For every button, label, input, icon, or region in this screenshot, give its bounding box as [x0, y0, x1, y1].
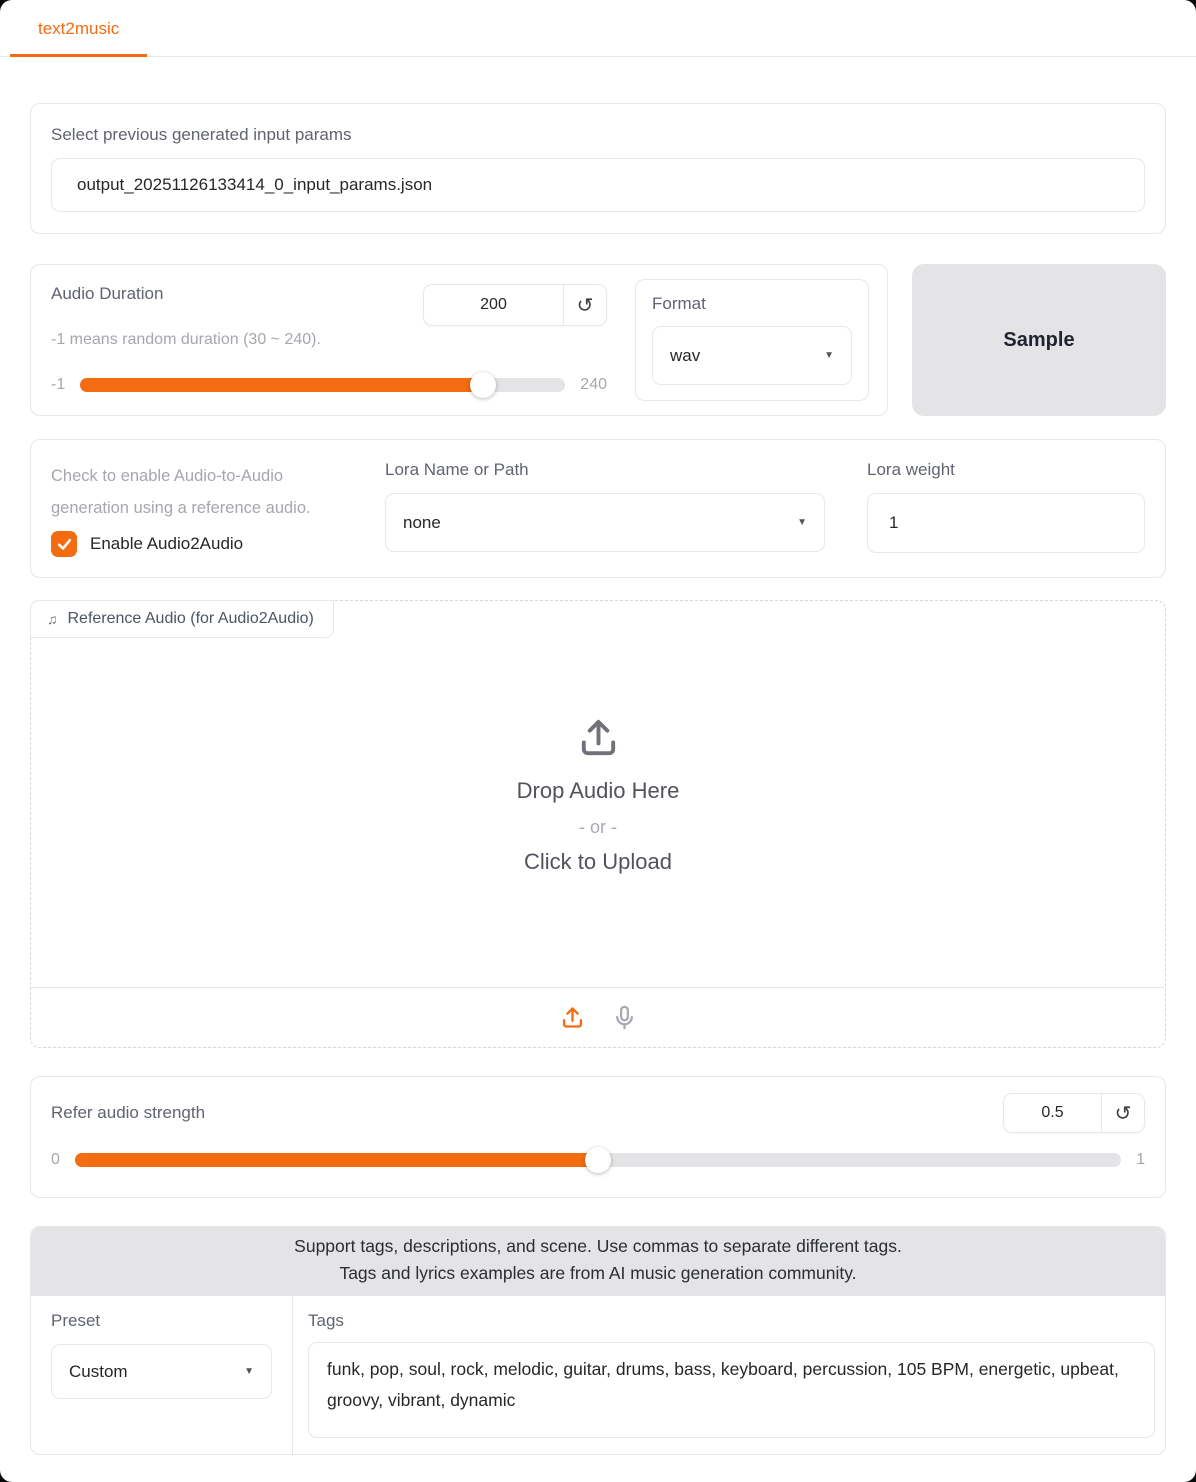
- preset-value: Custom: [69, 1361, 128, 1381]
- tags-textarea[interactable]: funk, pop, soul, rock, melodic, guitar, drums, bass, keyboard, percussion, 105 BPM, energetic, upbeat, groovy, vibrant, dynamic: [308, 1342, 1155, 1438]
- tags-help-line1: Support tags, descriptions, and scene. Use commas to separate different tags.: [294, 1236, 902, 1256]
- enable-audio2audio-checkbox-row[interactable]: [51, 531, 353, 557]
- audio-duration-group: [30, 264, 888, 416]
- upload-icon: [575, 714, 622, 761]
- audio-dropzone[interactable]: [31, 601, 1165, 987]
- preset-label: Preset: [51, 1311, 101, 1330]
- tags-label: Tags: [308, 1311, 344, 1330]
- audio-duration-max-label: 240: [580, 376, 607, 393]
- checkbox-checked-icon[interactable]: [51, 531, 77, 557]
- format-group: [635, 279, 869, 401]
- audio-duration-slider-handle[interactable]: [470, 372, 496, 398]
- tab-text2music[interactable]: text2music: [10, 0, 147, 57]
- chevron-down-icon: ▼: [797, 517, 807, 528]
- refer-strength-slider-handle[interactable]: [585, 1147, 611, 1173]
- reference-audio-group: [30, 600, 1166, 1048]
- audio2audio-group: [30, 439, 1166, 578]
- music-note-icon: ♫: [47, 611, 58, 627]
- refer-strength-number-group: [1003, 1093, 1145, 1133]
- lora-name-column: [385, 460, 825, 557]
- lora-name-label: Lora Name or Path: [385, 460, 529, 479]
- preset-dropdown[interactable]: [51, 1344, 272, 1399]
- format-value: wav: [670, 345, 701, 365]
- refer-strength-slider[interactable]: [75, 1153, 1121, 1167]
- chevron-down-icon: ▼: [244, 1366, 254, 1377]
- audio2audio-info: Check to enable Audio-to-Audio generation using a reference audio.: [51, 467, 311, 517]
- lora-weight-column: [867, 460, 1145, 557]
- audio-duration-slider-fill: [80, 378, 483, 392]
- record-microphone-button[interactable]: [609, 1002, 640, 1033]
- chevron-down-icon: ▼: [824, 350, 834, 361]
- audio-duration-number-group: [423, 284, 607, 326]
- drop-audio-text: Drop Audio Here: [516, 777, 680, 803]
- upload-icon: [559, 1004, 586, 1031]
- format-label: Format: [652, 294, 706, 313]
- audio-duration-reset-icon[interactable]: ↺: [563, 285, 606, 325]
- upload-toolbar: [31, 987, 1165, 1047]
- upload-file-button[interactable]: [557, 1002, 588, 1033]
- refer-strength-slider-fill: [75, 1153, 598, 1167]
- params-select-dropdown[interactable]: output_20251126133414_0_input_params.json: [51, 158, 1145, 212]
- refer-strength-min-label: 0: [51, 1151, 60, 1168]
- click-to-upload-text[interactable]: Click to Upload: [524, 848, 672, 874]
- format-dropdown[interactable]: [652, 326, 852, 385]
- lora-name-dropdown[interactable]: [385, 493, 825, 552]
- tags-column: [293, 1296, 1165, 1454]
- lora-weight-label: Lora weight: [867, 460, 955, 479]
- microphone-icon: [611, 1004, 638, 1031]
- enable-audio2audio-label: Enable Audio2Audio: [90, 534, 244, 553]
- preset-column: [31, 1296, 293, 1454]
- params-select-group: [30, 103, 1166, 234]
- refer-strength-max-label: 1: [1136, 1151, 1145, 1168]
- audio-duration-input[interactable]: 200: [480, 296, 507, 313]
- refer-strength-reset-icon[interactable]: ↺: [1101, 1094, 1144, 1132]
- refer-strength-input[interactable]: 0.5: [1041, 1104, 1064, 1121]
- tab-bar: [0, 0, 1196, 57]
- reference-audio-label-chip: [30, 600, 334, 638]
- audio-duration-slider[interactable]: [80, 378, 565, 392]
- main-content: [0, 103, 1196, 1455]
- refer-strength-label: Refer audio strength: [51, 1103, 206, 1122]
- duration-row: [30, 264, 1166, 416]
- params-select-label: Select previous generated input params: [51, 125, 352, 144]
- tags-help-line2: Tags and lyrics examples are from AI music generation community.: [339, 1263, 857, 1283]
- sample-button[interactable]: Sample: [912, 264, 1166, 416]
- reference-audio-label: Reference Audio (for Audio2Audio): [67, 610, 314, 627]
- tags-help-banner: [31, 1227, 1165, 1296]
- lora-name-value: none: [403, 512, 441, 532]
- audio2audio-column: [51, 460, 353, 557]
- tags-group: [30, 1226, 1166, 1455]
- audio-duration-info: -1 means random duration (30 ~ 240).: [51, 331, 321, 348]
- refer-strength-group: [30, 1076, 1166, 1198]
- audio-duration-label: Audio Duration: [51, 284, 164, 303]
- lora-weight-input[interactable]: 1: [867, 493, 1145, 553]
- audio-duration-column: [51, 279, 607, 401]
- audio-duration-min-label: -1: [51, 376, 66, 393]
- or-text: - or -: [579, 816, 617, 837]
